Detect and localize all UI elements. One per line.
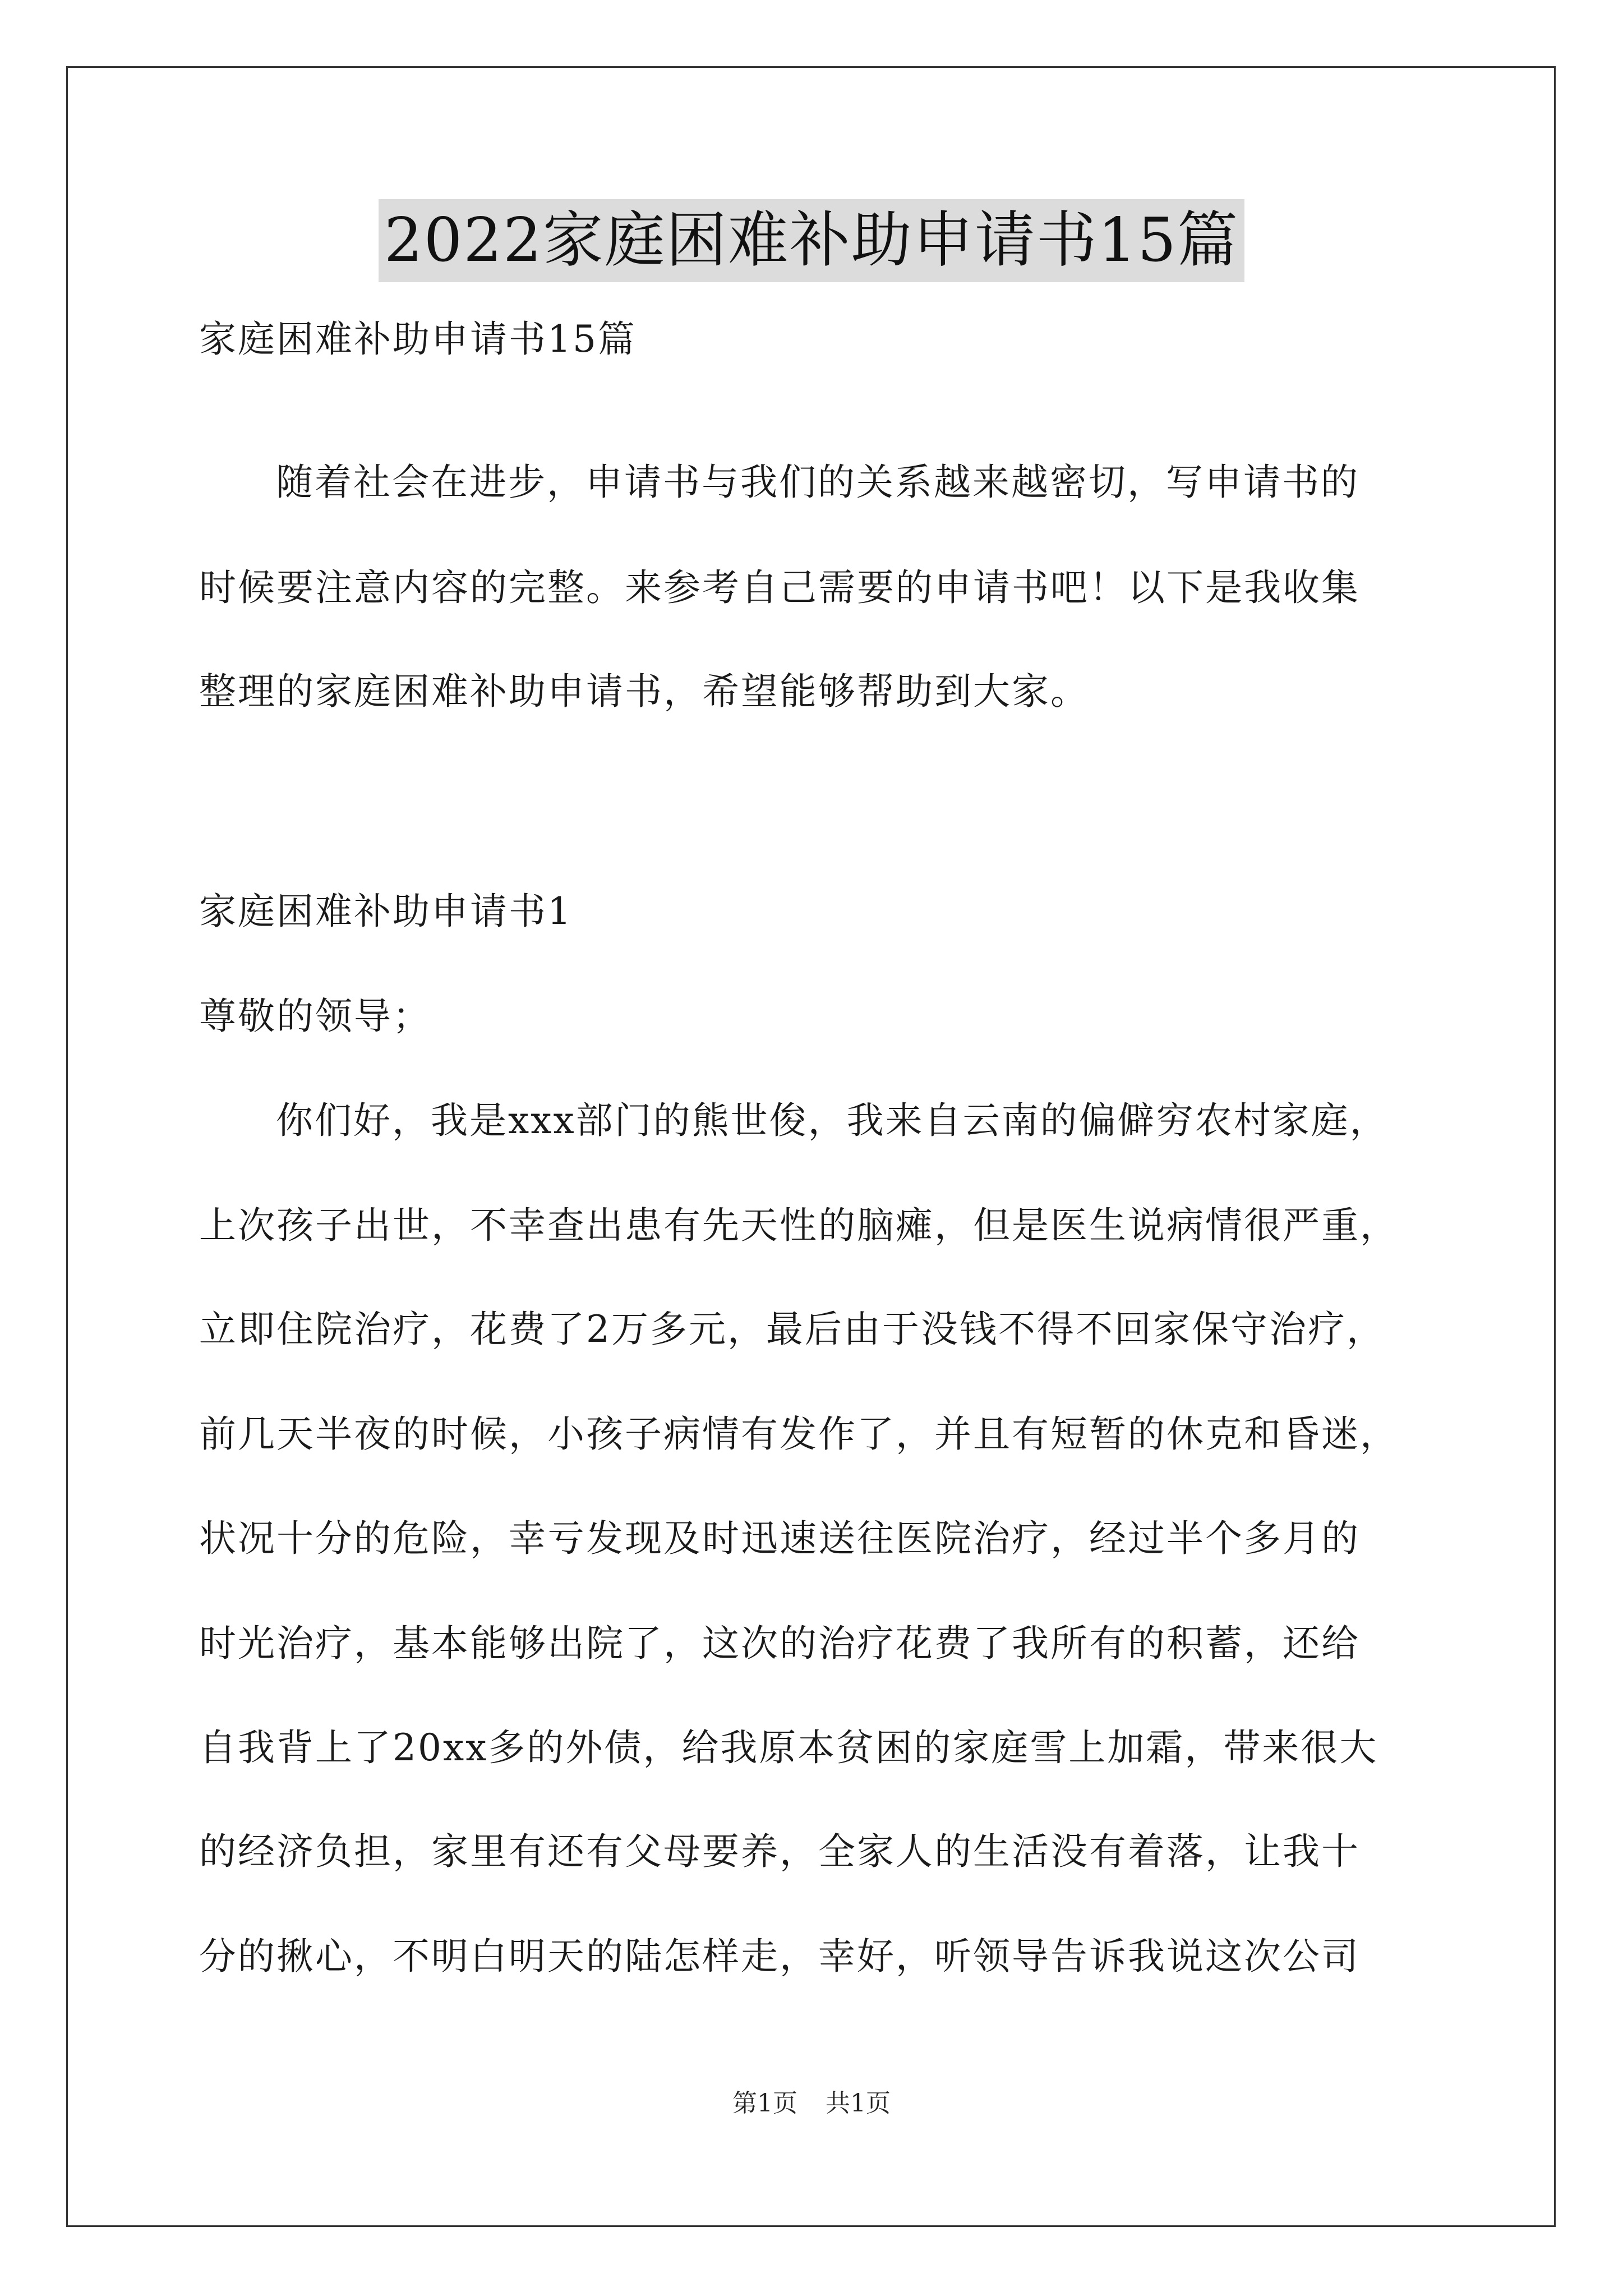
- page-total: 共1页: [826, 2089, 891, 2118]
- section-heading: 家庭困难补助申请书1: [199, 890, 573, 933]
- body-line: 分的揪心，不明白明天的陆怎样走，幸好，听领导告诉我说这次公司: [199, 1935, 1360, 1978]
- intro-line: 随着社会在进步，申请书与我们的关系越来越密切，写申请书的: [276, 461, 1359, 504]
- body-line: 你们好，我是xxx部门的熊世俊，我来自云南的偏僻穷农村家庭，: [276, 1099, 1389, 1142]
- body-line: 前几天半夜的时候，小孩子病情有发作了，并且有短暂的休克和昏迷，: [199, 1412, 1399, 1456]
- page-border: [66, 66, 1556, 2227]
- salutation-line: 尊敬的领导；: [199, 995, 431, 1038]
- intro-line: 整理的家庭困难补助申请书，希望能够帮助到大家。: [199, 670, 1089, 713]
- page-number: 第1页: [732, 2089, 797, 2118]
- title-container: [0, 199, 1623, 282]
- body-line: 上次孩子出世，不幸查出患有先天性的脑瘫，但是医生说病情很严重，: [199, 1204, 1399, 1247]
- body-line: 的经济负担，家里有还有父母要养，全家人的生活没有着落，让我十: [199, 1830, 1360, 1873]
- body-line: 时光治疗，基本能够出院了，这次的治疗花费了我所有的积蓄，还给: [199, 1622, 1360, 1665]
- body-line: 状况十分的危险，幸亏发现及时迅速送往医院治疗，经过半个多月的: [199, 1517, 1360, 1560]
- body-line: 自我背上了20xx多的外债，给我原本贫困的家庭雪上加霜，带来很大: [199, 1726, 1378, 1769]
- intro-line: 时候要注意内容的完整。来参考自己需要的申请书吧！以下是我收集: [199, 566, 1360, 609]
- subtitle-line: 家庭困难补助申请书15篇: [199, 318, 637, 361]
- body-line: 立即住院治疗，花费了2万多元，最后由于没钱不得不回家保守治疗，: [199, 1308, 1385, 1351]
- document-title: 2022家庭困难补助申请书15篇: [379, 199, 1244, 282]
- page-footer: [0, 2087, 1623, 2120]
